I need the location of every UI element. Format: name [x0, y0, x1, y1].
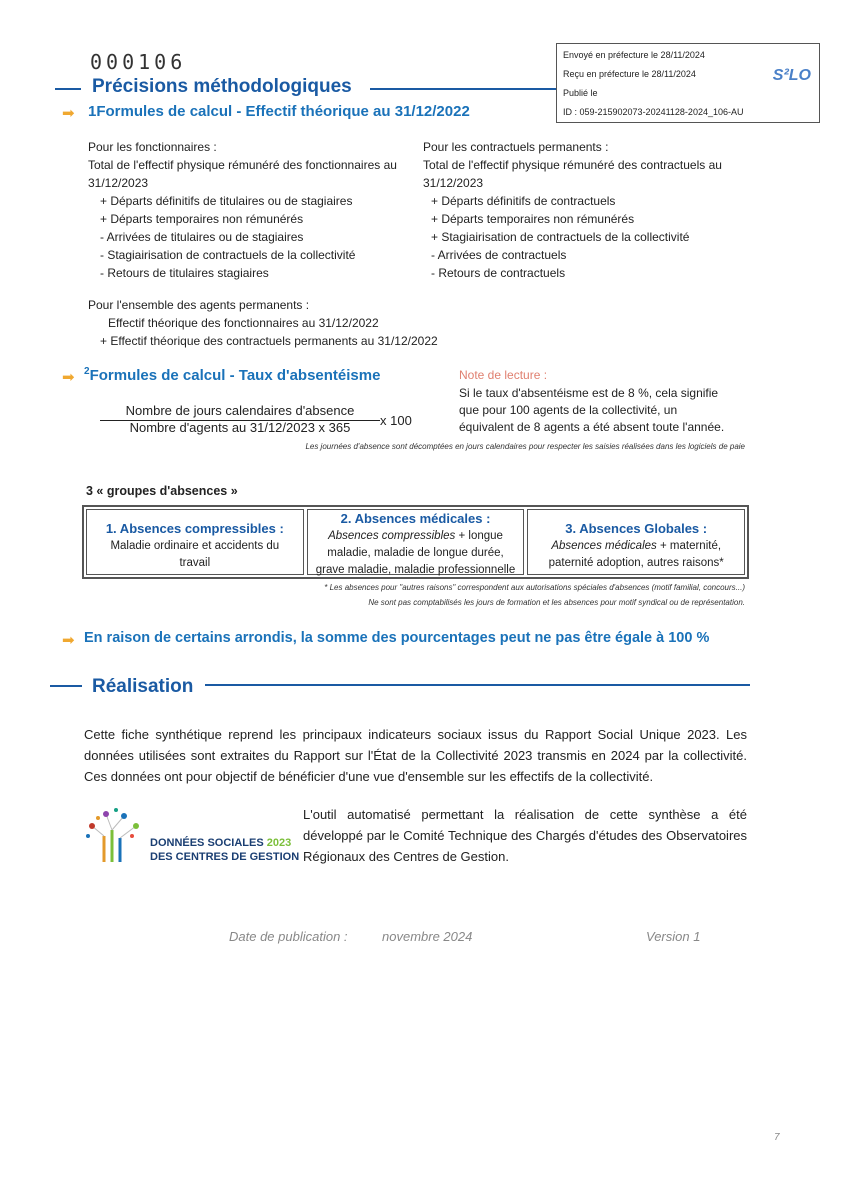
fonctionnaires-item: - Arrivées de titulaires ou de stagiaires: [100, 230, 304, 244]
network-tree-icon: [84, 806, 146, 864]
rounding-note: En raison de certains arrondis, la somme des pourcentages peut ne pas être égale à 100 %: [84, 630, 710, 646]
fonctionnaires-item: + Départs définitifs de titulaires ou de stagiaires: [100, 194, 353, 208]
page-title: Précisions méthodologiques: [92, 76, 352, 97]
fonctionnaires-title: Pour les fonctionnaires :: [88, 140, 217, 154]
arrow-icon: ➡: [62, 105, 75, 122]
ensemble-title: Pour l'ensemble des agents permanents :: [88, 298, 310, 312]
ensemble-line1: Effectif théorique des fonctionnaires au 31/12/2022: [108, 316, 379, 330]
realisation-title: Réalisation: [92, 676, 194, 697]
ensemble-block: [88, 296, 508, 350]
logo-text: [150, 836, 299, 864]
section2-heading-text: Formules de calcul - Taux d'absentéisme: [89, 367, 381, 384]
group-title: 1. Absences compressibles :: [105, 521, 284, 536]
contractuels-title: Pour les contractuels permanents :: [423, 140, 609, 154]
logo-year: 2023: [266, 837, 292, 849]
group-desc: travail: [179, 557, 211, 569]
stamp-sent: Envoyé en préfecture le 28/11/2024: [563, 50, 705, 60]
stamp-received: Reçu en préfecture le 28/11/2024: [563, 69, 696, 79]
group-desc: [308, 528, 524, 545]
note-line: équivalent de 8 agents a été absent toute l'année.: [459, 420, 725, 434]
realisation-rule-left: [50, 685, 82, 687]
version-label: Version 1: [646, 929, 701, 944]
absence-groups-table: [82, 505, 749, 579]
prefecture-stamp: [556, 43, 820, 123]
note-title: Note de lecture :: [459, 368, 548, 382]
group-compressibles: [86, 509, 304, 575]
fonctionnaires-item: - Stagiairisation de contractuels de la collectivité: [100, 248, 356, 262]
fonctionnaires-block: [88, 138, 418, 282]
realisation-rule-right: [205, 684, 750, 686]
groups-title: 3 « groupes d'absences »: [86, 484, 238, 498]
fonctionnaires-line1: Total de l'effectif physique rémunéré des fonctionnaires au: [88, 158, 397, 172]
group-desc: grave maladie, maladie professionnelle: [315, 564, 516, 576]
formula-denominator: Nombre d'agents au 31/12/2023 x 365: [129, 420, 351, 435]
cdg-logo: [84, 806, 300, 866]
contractuels-item: - Arrivées de contractuels: [431, 248, 567, 262]
group-title: 2. Absences médicales :: [340, 511, 491, 526]
contractuels-item: + Stagiairisation de contractuels de la collectivité: [431, 230, 690, 244]
contractuels-block: [423, 138, 763, 282]
group-desc-rest: + longue: [455, 530, 503, 542]
formula-numerator: Nombre de jours calendaires d'absence: [125, 403, 355, 418]
logo-line2: DES CENTRES DE GESTION: [150, 851, 300, 863]
section2-sup: 2: [84, 366, 90, 377]
realisation-paragraph: Cette fiche synthétique reprend les principaux indicateurs sociaux issus du Rapport Social Unique 2023. Les données utilisées sont extraites du Rapport sur l'État de la Collectivité 2023 transmis en 2024 par la collectivité. Ces données ont pour objectif de bénéficier d'une vue d'ensemble sur les effectifs de la collectivité.: [84, 727, 747, 784]
title-rule-right: [370, 88, 556, 90]
groups-footnote2: Ne sont pas comptabilisés les jours de formation et les absences pour motif syndical ou de représentation.: [368, 598, 745, 607]
arrow-icon: ➡: [62, 369, 75, 386]
group-desc: maladie, maladie de longue durée,: [327, 547, 504, 559]
title-rule-left: [55, 88, 81, 90]
group-desc: [528, 538, 744, 555]
stamp-id: ID : 059-215902073-20241128-2024_106-AU: [563, 107, 744, 117]
section2-heading: [84, 366, 380, 384]
formula-multiplier: x 100: [380, 413, 412, 428]
stamp-signature-logo: S²LO: [772, 67, 811, 84]
group-medicales: [307, 509, 525, 575]
arrow-icon: ➡: [62, 632, 75, 649]
note-text: [459, 385, 747, 436]
note-line: que pour 100 agents de la collectivité, un: [459, 403, 678, 417]
fonctionnaires-line2: 31/12/2023: [88, 176, 149, 190]
group-title: 3. Absences Globales :: [565, 521, 708, 536]
stamp-published: Publié le: [563, 88, 598, 98]
contractuels-line1: Total de l'effectif physique rémunéré des contractuels au: [423, 158, 722, 172]
section1-heading: 1Formules de calcul - Effectif théorique au 31/12/2022: [88, 103, 470, 120]
note-line: Si le taux d'absentéisme est de 8 %, cela signifie: [459, 386, 719, 400]
group-desc: Maladie ordinaire et accidents du: [110, 540, 280, 552]
publication-date: novembre 2024: [382, 929, 473, 944]
document-number: 000106: [90, 50, 187, 74]
fonctionnaires-item: + Départs temporaires non rémunérés: [100, 212, 304, 226]
group-desc-rest: + maternité,: [656, 540, 722, 552]
logo-line1: DONNÉES SOCIALES: [150, 837, 264, 849]
ensemble-line2: + Effectif théorique des contractuels permanents au 31/12/2022: [100, 334, 438, 348]
tool-paragraph: L'outil automatisé permettant la réalisation de cette synthèse a été développé par le Comité Technique des Chargés d'études des Observatoires Régionaux des Centres de Gestion.: [303, 807, 747, 864]
group-desc-italic: Absences médicales: [551, 540, 657, 552]
group-desc: paternité adoption, autres raisons*: [548, 557, 724, 569]
contractuels-item: - Retours de contractuels: [431, 266, 566, 280]
absence-footnote: Les journées d'absence sont décomptées en jours calendaires pour respecter les saisies réalisées dans les logiciels de paie: [305, 442, 745, 451]
page-number: 7: [774, 1132, 780, 1143]
contractuels-item: + Départs temporaires non rémunérés: [431, 212, 635, 226]
publication-label: Date de publication :: [229, 929, 348, 944]
groups-footnote1: * Les absences pour "autres raisons" correspondent aux autorisations spéciales d'absences (motif familial, concours...): [324, 583, 745, 592]
group-desc-italic: Absences compressibles: [328, 530, 456, 542]
contractuels-item: + Départs définitifs de contractuels: [431, 194, 616, 208]
group-globales: [527, 509, 745, 575]
fonctionnaires-item: - Retours de titulaires stagiaires: [100, 266, 269, 280]
contractuels-line2: 31/12/2023: [423, 176, 484, 190]
